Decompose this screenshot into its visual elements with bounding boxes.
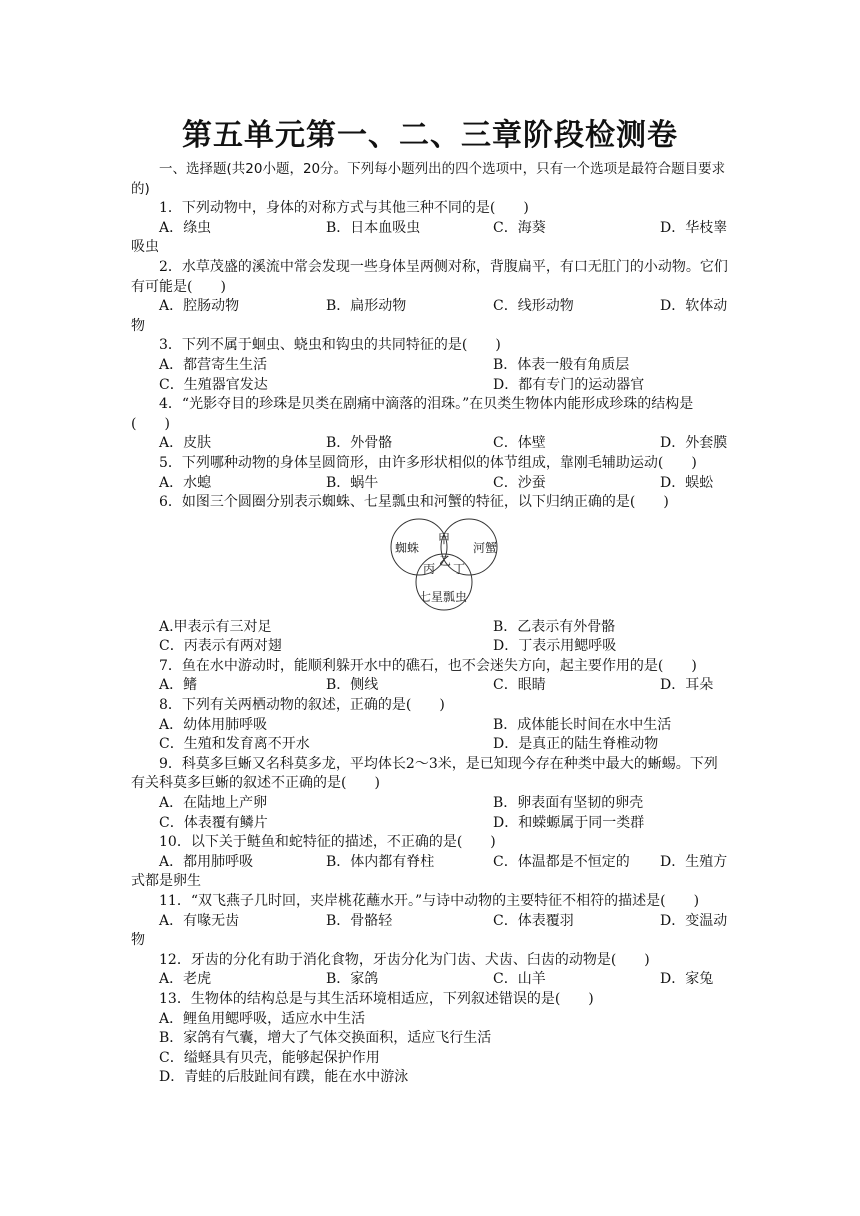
option-d: D．耳朵 (660, 677, 714, 694)
question-4-options (131, 434, 731, 454)
question-3-options-row1 (131, 356, 731, 376)
option-d: D．生殖方 (660, 853, 728, 870)
option-a: A．在陆地上产卵 (159, 795, 268, 812)
question-list (131, 160, 731, 1088)
question-13-stem: 13．生物体的结构总是与其生活环境相适应，下列叙述错误的是( ) (159, 990, 594, 1007)
option-b: B．乙表示有外骨骼 (493, 618, 616, 635)
option-b: B．扁形动物 (326, 298, 407, 315)
question-7-stem: 7．鱼在水中游动时，能顺利躲开水中的礁石，也不会迷失方向，起主要作用的是( ) (159, 657, 697, 674)
question-12-stem: 12．牙齿的分化有助于消化食物，牙齿分化为门齿、犬齿、臼齿的动物是( ) (159, 951, 650, 968)
question-9-options-row1 (131, 794, 731, 814)
option-d: D．青蛙的后肢趾间有蹼，能在水中游泳 (159, 1069, 409, 1086)
option-c: C．山羊 (493, 971, 546, 988)
question-7-options (131, 676, 731, 696)
option-b: B．骨骼轻 (326, 912, 393, 929)
question-2-options (131, 297, 731, 317)
option-c: C．生殖器官发达 (159, 376, 268, 393)
option-b: B．体表一般有角质层 (493, 356, 630, 373)
option-a: A．皮肤 (159, 435, 212, 452)
question-10-stem: 10．以下关于鲢鱼和蛇特征的描述，不正确的是( ) (159, 834, 496, 851)
option-a: A．鲤鱼用鳃呼吸，适应水中生活 (159, 1010, 366, 1027)
option-a: A．幼体用肺呼吸 (159, 716, 268, 733)
option-d-continuation: 吸虫 (131, 239, 159, 256)
option-c: C．体表覆羽 (493, 912, 574, 929)
question-11-options (131, 912, 731, 932)
option-c: C．海葵 (493, 219, 546, 236)
option-b: B．成体能长时间在水中生活 (493, 716, 672, 733)
option-d: D．变温动 (660, 912, 728, 929)
option-a: A．绦虫 (159, 219, 212, 236)
option-c: C．体温都是不恒定的 (493, 853, 630, 870)
label-yi: 乙 (439, 553, 452, 568)
label-spider: 蜘蛛 (395, 540, 420, 555)
option-d: D．蜈蚣 (660, 474, 714, 491)
option-b: B．日本血吸虫 (326, 219, 421, 236)
option-b: B．外骨骼 (326, 435, 393, 452)
option-c: C．沙蚕 (493, 474, 546, 491)
label-jia: 甲 (438, 531, 451, 546)
question-9-stem: 9．科莫多巨蜥又名科莫多龙，平均体长2～3米，是已知现今存在种类中最大的蜥蜴。下列有关科莫多巨蜥的叙述不正确的是( ) (131, 755, 718, 792)
section-heading: 一、选择题(共20小题，20分。下列每小题列出的四个选项中，只有一个选项是最符合题目要求的) (131, 161, 726, 197)
option-a: A．都用肺呼吸 (159, 853, 254, 870)
question-12-options (131, 970, 731, 990)
option-b: B．家鸽有气囊，增大了气体交换面积，适应飞行生活 (159, 1030, 492, 1047)
question-5-options (131, 474, 731, 494)
option-d: D．都有专门的运动器官 (493, 376, 645, 393)
question-6-stem: 6．如图三个圆圈分别表示蜘蛛、七星瓢虫和河蟹的特征，以下归纳正确的是( ) (159, 494, 669, 511)
option-c: C．缢蛏具有贝壳，能够起保护作用 (159, 1049, 380, 1066)
option-d-continuation: 式都是卵生 (131, 873, 201, 890)
question-6-options-row1 (131, 618, 731, 638)
option-d: D．华枝睾 (660, 219, 728, 236)
option-b: B．卵表面有坚韧的卵壳 (493, 795, 644, 812)
option-c: C．体壁 (493, 435, 546, 452)
option-a: A．腔肠动物 (159, 298, 240, 315)
question-9-options-row2 (131, 814, 731, 834)
venn-diagram (131, 513, 731, 618)
option-b: B．家鸽 (326, 971, 379, 988)
question-10-options (131, 853, 731, 873)
option-a: A．水螅 (159, 474, 212, 491)
option-d: D．丁表示用鳃呼吸 (493, 638, 617, 655)
question-1-options (131, 219, 731, 239)
question-3-options-row2 (131, 376, 731, 396)
option-c: C．线形动物 (493, 298, 574, 315)
option-a: A．都营寄生生活 (159, 356, 268, 373)
question-6-options-row2 (131, 637, 731, 657)
option-c: C．生殖和发育离不开水 (159, 736, 310, 753)
question-3-stem: 3．下列不属于蛔虫、蛲虫和钩虫的共同特征的是( ) (159, 337, 501, 354)
option-d: D．家兔 (660, 971, 714, 988)
page-title: 第五单元第一、二、三章阶段检测卷 (182, 118, 678, 153)
option-a: A．鳍 (159, 677, 198, 694)
question-2-stem: 2．水草茂盛的溪流中常会发现一些身体呈两侧对称，背腹扁平，有口无肛门的小动物。它们有可能是( ) (131, 258, 728, 295)
option-a: A．有喙无齿 (159, 912, 240, 929)
option-a: A.甲表示有三对足 (159, 618, 272, 635)
question-11-stem: 11．“双飞燕子几时回，夹岸桃花蘸水开。”与诗中动物的主要特征不相符的描述是( ) (159, 893, 700, 909)
question-4-stem: 4．“光影夺目的珍珠是贝类在剧痛中滴落的泪珠。”在贝类生物体内能形成珍珠的结构是( ) (131, 396, 694, 432)
question-8-stem: 8．下列有关两栖动物的叙述，正确的是( ) (159, 697, 445, 714)
option-d: D．和蝾螈属于同一类群 (493, 814, 645, 831)
option-a: A．老虎 (159, 971, 212, 988)
option-b: B．侧线 (326, 677, 379, 694)
option-c: C．眼睛 (493, 677, 546, 694)
option-d: D．是真正的陆生脊椎动物 (493, 736, 659, 753)
option-b: B．体内都有脊柱 (326, 853, 435, 870)
venn-svg (381, 517, 511, 613)
question-1-stem: 1．下列动物中，身体的对称方式与其他三种不同的是( ) (159, 200, 529, 217)
label-crab: 河蟹 (473, 540, 498, 555)
question-8-options-row2 (131, 735, 731, 755)
option-d: D．外套膜 (660, 435, 728, 452)
option-d-continuation: 物 (131, 317, 145, 334)
question-5-stem: 5．下列哪种动物的身体呈圆筒形，由许多形状相似的体节组成，靠刚毛辅助运动( ) (159, 454, 697, 471)
label-ding: 丁 (453, 561, 466, 576)
option-c: C．丙表示有两对翅 (159, 638, 282, 655)
question-8-options-row1 (131, 716, 731, 736)
option-c: C．体表覆有鳞片 (159, 814, 268, 831)
option-d-continuation: 物 (131, 932, 145, 949)
label-bing: 丙 (423, 561, 436, 576)
option-b: B．蜗牛 (326, 474, 379, 491)
label-ladybug: 七星瓢虫 (419, 589, 468, 604)
option-d: D．软体动 (660, 298, 728, 315)
